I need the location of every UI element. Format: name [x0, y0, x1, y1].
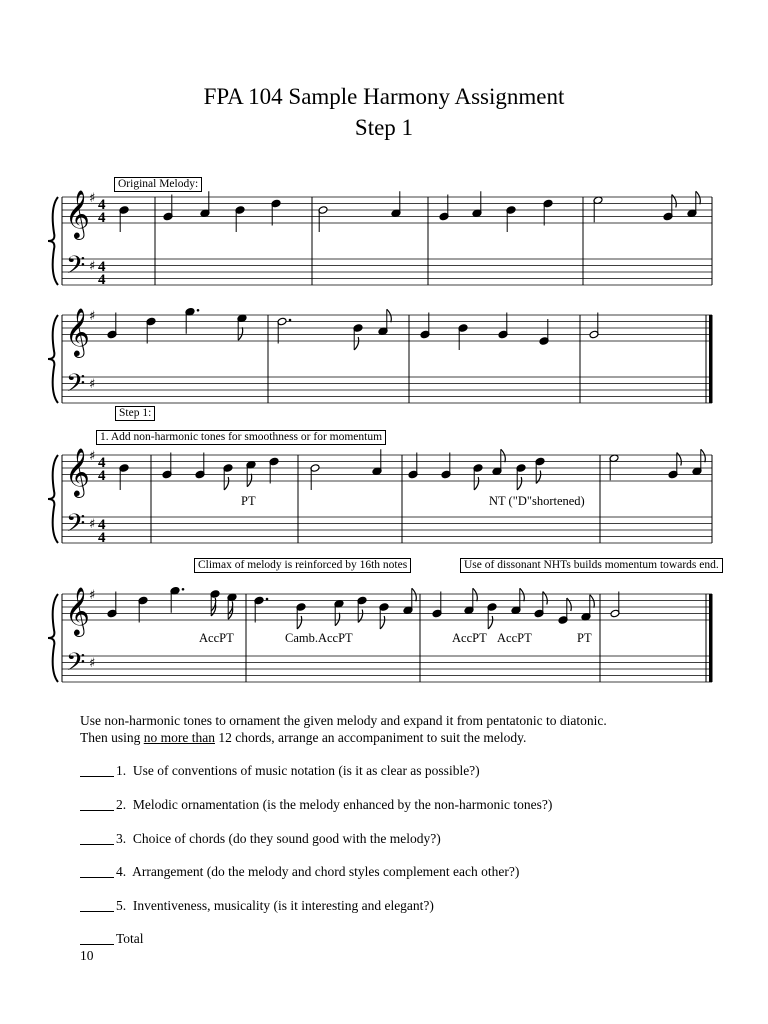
key-signature-sharp: ♯ [89, 259, 96, 274]
criterion-text: Arrangement (do the melody and chord styles complement each other?) [132, 864, 520, 879]
criterion-number: 4. [116, 864, 127, 879]
key-signature-sharp: ♯ [89, 191, 96, 206]
time-signature-top: 4 [98, 259, 106, 275]
instructions-emphasis: no more than [143, 730, 215, 745]
note-flag [501, 449, 506, 462]
score-blank[interactable] [80, 763, 114, 777]
note-flag [335, 613, 340, 626]
criterion-text: Choice of chords (do they sound good with the melody?) [132, 831, 441, 846]
nht-label-pt: PT [577, 631, 592, 645]
time-signature-top: 4 [98, 197, 106, 213]
page-title: FPA 104 Sample Harmony Assignment [203, 84, 565, 109]
note-flag [701, 449, 706, 462]
score-blank[interactable] [80, 797, 114, 811]
criterion-number: 3. [116, 831, 127, 846]
dissonant-annotation: Use of dissonant NHTs builds momentum towards end. [460, 558, 723, 573]
brace [48, 197, 58, 285]
key-signature-sharp: ♯ [89, 377, 96, 392]
treble-clef: 𝄞 [65, 586, 90, 635]
final-barline [709, 594, 713, 682]
brace [48, 315, 58, 403]
criterion-number: 2. [116, 797, 127, 812]
treble-clef: 𝄞 [65, 307, 90, 356]
bass-clef: 𝄢 [66, 369, 86, 404]
instructions-text: Then using [80, 730, 144, 745]
note-flag [517, 477, 522, 490]
note-flag [488, 616, 493, 629]
note-flag [696, 191, 701, 204]
instructions-line-1: Use non-harmonic tones to ornament the given melody and expand it from pentatonic to diatonic. [80, 713, 607, 728]
nht-label-nt: NT ("D"shortened) [489, 494, 585, 508]
bass-clef: 𝄢 [66, 251, 86, 286]
criterion-number: 1. [116, 763, 127, 778]
criterion-1 [80, 763, 480, 779]
criterion-text: Inventiveness, musicality (is it interesting and elegant?) [132, 898, 434, 913]
key-signature-sharp: ♯ [89, 588, 96, 603]
criterion-text: Use of conventions of music notation (is it as clear as possible?) [132, 763, 480, 778]
criterion-2 [80, 797, 552, 813]
time-signature-bottom: 4 [98, 210, 106, 226]
nht-label-accpt: AccPT [199, 631, 234, 645]
brace [48, 594, 58, 682]
criterion-4 [80, 864, 519, 880]
note-flag [567, 598, 572, 611]
note-dot [289, 319, 292, 322]
page-subtitle: Step 1 [354, 115, 414, 140]
note-flag [672, 195, 677, 208]
note-dot [197, 309, 200, 312]
time-signature-top: 4 [98, 455, 106, 471]
criterion-3 [80, 831, 441, 847]
total-blank[interactable] [80, 931, 114, 945]
key-signature-sharp: ♯ [89, 309, 96, 324]
note-flag [536, 471, 541, 484]
time-signature-bottom: 4 [98, 468, 106, 484]
time-signature-bottom: 4 [98, 530, 106, 546]
note-flag [238, 327, 243, 340]
note-flag [590, 595, 595, 608]
note-flag [297, 616, 302, 629]
nht-label-camb-accpt: Camb.AccPT [285, 631, 353, 645]
bass-clef: 𝄢 [66, 509, 86, 544]
nht-label-accpt: AccPT [497, 631, 532, 645]
step1-instruction-label: 1. Add non-harmonic tones for smoothness or for momentum [96, 430, 386, 445]
note-flag [520, 588, 525, 601]
note-flag [247, 474, 252, 487]
criterion-5 [80, 898, 434, 914]
final-barline [709, 315, 713, 403]
criterion-number: 5. [116, 898, 127, 913]
climax-annotation: Climax of melody is reinforced by 16th notes [194, 558, 411, 573]
bass-clef: 𝄢 [66, 648, 86, 683]
score-blank[interactable] [80, 898, 114, 912]
key-signature-sharp: ♯ [89, 449, 96, 464]
score-blank[interactable] [80, 864, 114, 878]
key-signature-sharp: ♯ [89, 656, 96, 671]
instructions-text: 12 chords, arrange an accompaniment to suit the melody. [214, 730, 527, 745]
note-flag [224, 477, 229, 490]
total-out-of: 10 [80, 948, 94, 963]
nht-label-pt: PT [241, 494, 256, 508]
key-signature-sharp: ♯ [89, 517, 96, 532]
step1-label: Step 1: [115, 406, 155, 421]
note-dot [182, 588, 185, 591]
time-signature-top: 4 [98, 517, 106, 533]
note-dot [266, 598, 269, 601]
original-melody-label: Original Melody: [114, 177, 202, 192]
note-flag [358, 610, 363, 623]
total-label: Total [116, 931, 144, 946]
treble-clef: 𝄞 [65, 189, 90, 238]
instructions-line-2 [80, 729, 526, 746]
note-flag [677, 453, 682, 466]
treble-clef: 𝄞 [65, 447, 90, 496]
criterion-text: Melodic ornamentation (is the melody enhanced by the non-harmonic tones?) [132, 797, 553, 812]
note-flag [354, 337, 359, 350]
total-line [80, 931, 144, 947]
note-flag [412, 588, 417, 601]
score-blank[interactable] [80, 831, 114, 845]
note-flag [473, 588, 478, 601]
brace [48, 455, 58, 543]
note-flag [543, 592, 548, 605]
nht-label-accpt: AccPT [452, 631, 487, 645]
note-flag [380, 616, 385, 629]
note-flag [387, 309, 392, 322]
time-signature-bottom: 4 [98, 272, 106, 288]
note-flag [474, 477, 479, 490]
